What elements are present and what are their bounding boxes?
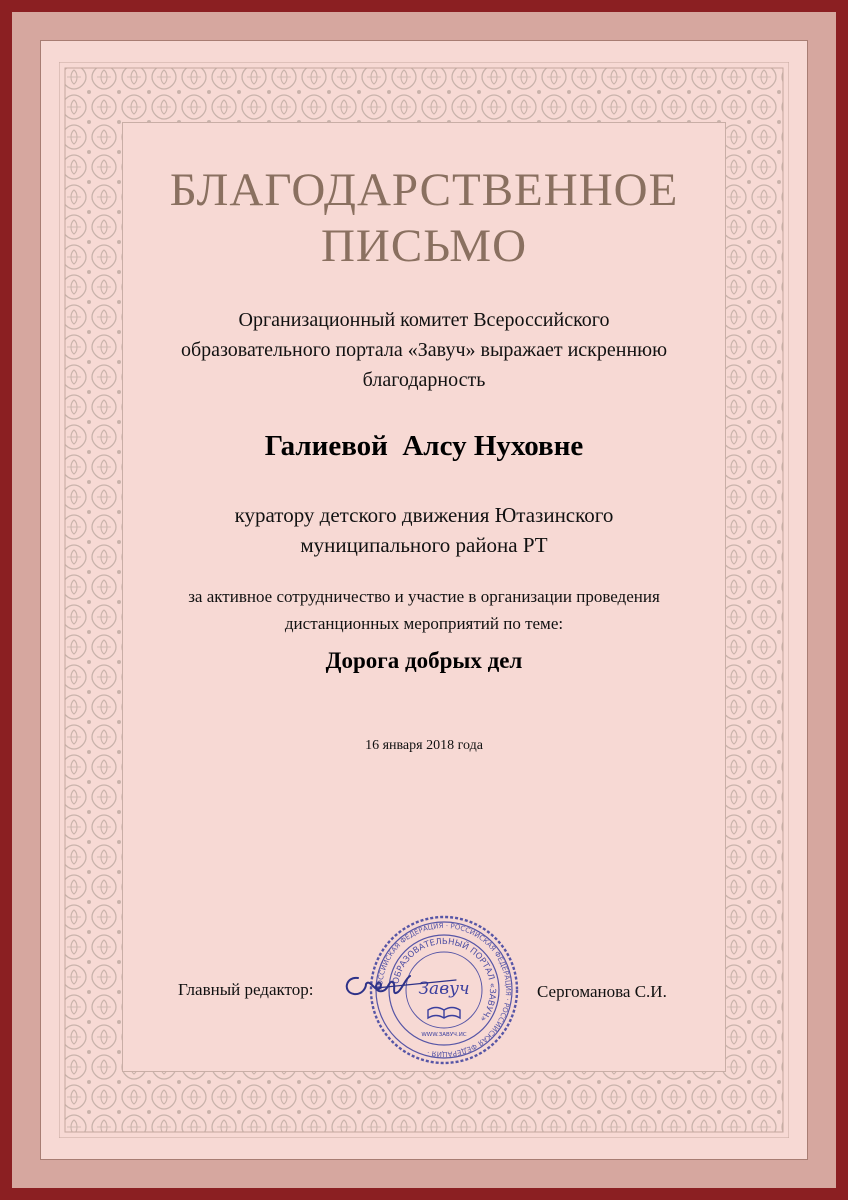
reason-line-2: дистанционных мероприятий по теме: (284, 614, 564, 633)
position-line-2: муниципального района РТ (300, 533, 548, 557)
intro-line-3: благодарность (362, 369, 486, 391)
seal-outer-text: РОССИЙСКАЯ ФЕДЕРАЦИЯ · РОССИЙСКАЯ ФЕДЕРАЦИЯ · РОССИЙСКАЯ ФЕДЕРАЦИЯ · (375, 921, 513, 1059)
recipient-position (120, 500, 728, 560)
handwritten-signature (336, 958, 476, 1008)
title-line-2: ПИСЬМО (320, 220, 528, 272)
award-reason (120, 583, 728, 637)
issue-date: 16 января 2018 года (365, 738, 483, 753)
intro-line-2: образовательного портала «Завуч» выражает искреннюю (180, 339, 668, 361)
seal-website: WWW.ЗАВУЧ.ИС (421, 1032, 467, 1038)
recipient-name: Галиевой Алсу Нуховне (264, 430, 584, 462)
signer-name: Сергоманова С.И. (537, 982, 667, 1001)
open-book-icon (428, 1008, 460, 1019)
signer-label: Главный редактор: (178, 980, 314, 999)
event-topic: Дорога добрых дел (325, 648, 523, 673)
seal-portal-name: ОБРАЗОВАТЕЛЬНЫЙ ПОРТАЛ «ЗАВУЧ» (391, 936, 498, 1024)
seal-logo-text: Завуч (418, 979, 470, 999)
title-line-1: БЛАГОДАРСТВЕННОЕ (169, 164, 679, 216)
reason-line-1: за активное сотрудничество и участие в организации проведения (188, 587, 660, 606)
position-line-1: куратору детского движения Ютазинского (234, 503, 614, 527)
intro-paragraph (120, 305, 728, 395)
certificate-title (70, 162, 778, 274)
intro-line-1: Организационный комитет Всероссийского (238, 309, 610, 331)
